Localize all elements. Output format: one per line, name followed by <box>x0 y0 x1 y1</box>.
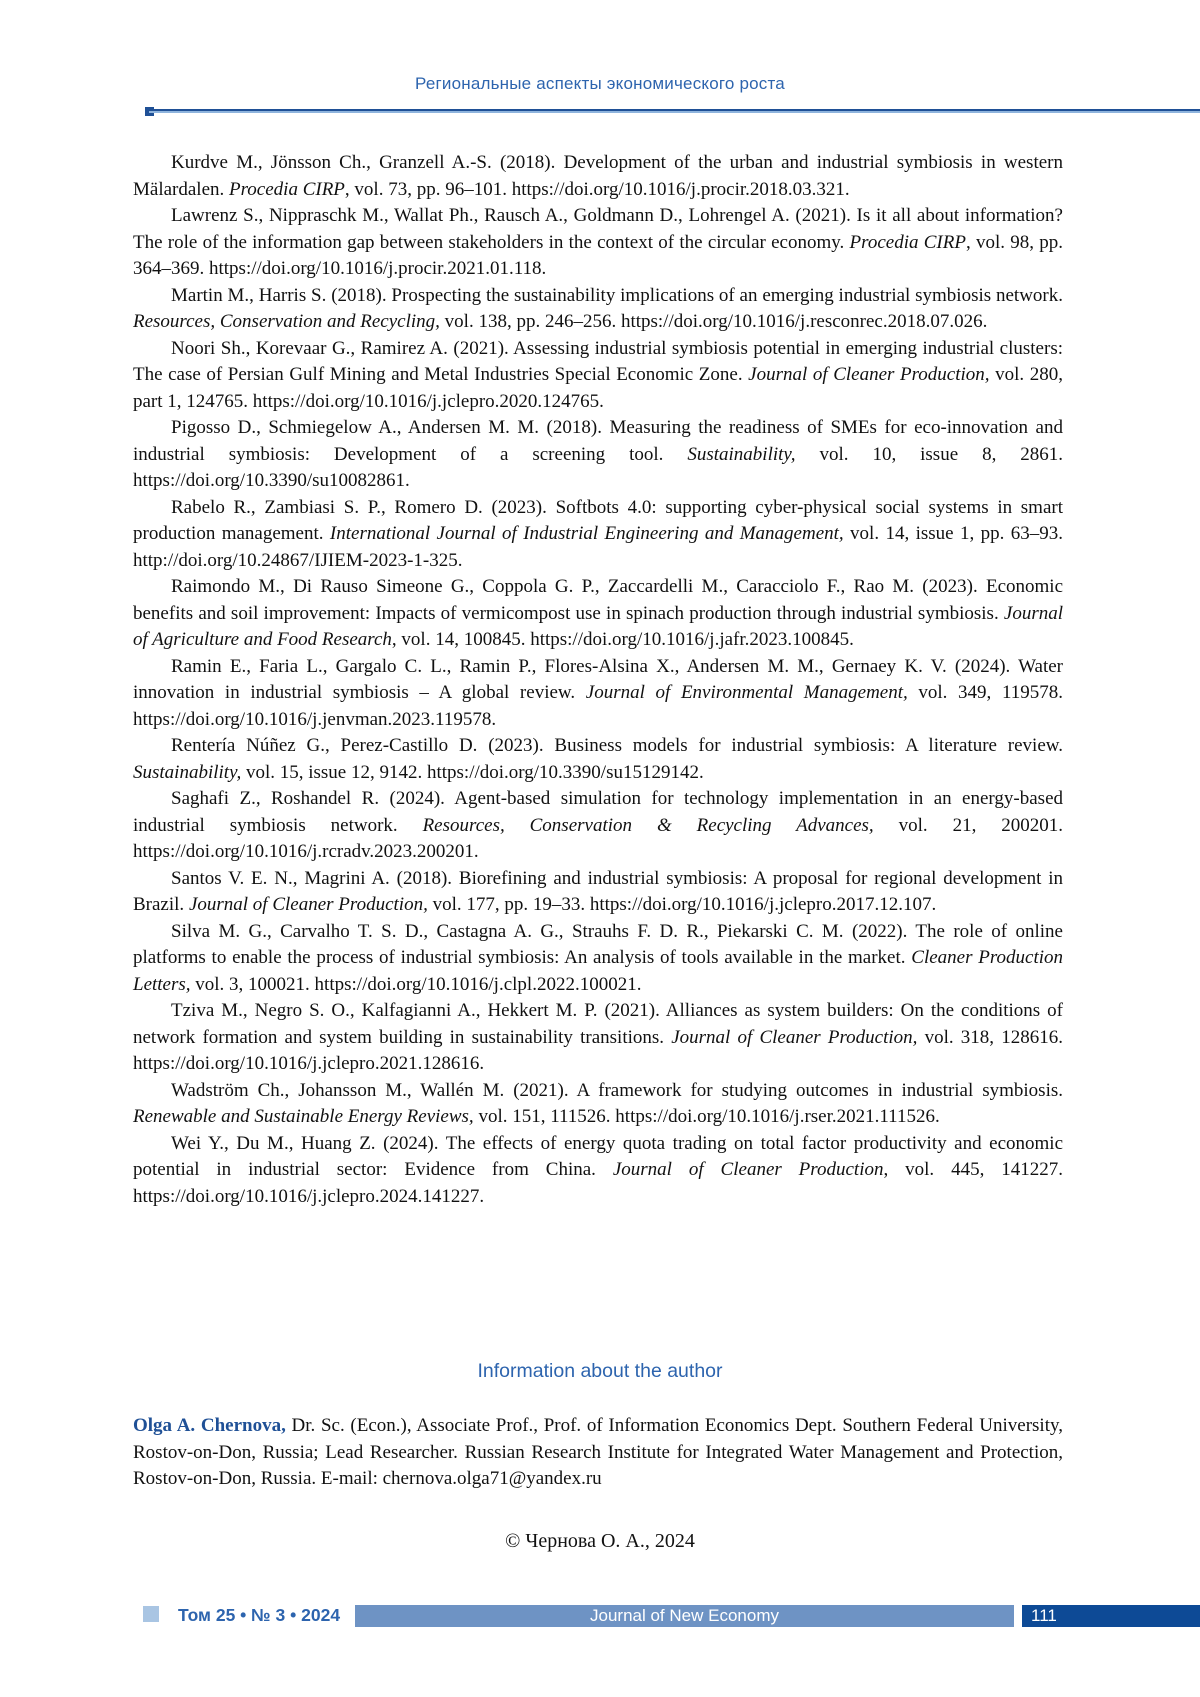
copyright-line: © Чернова О. А., 2024 <box>505 1530 695 1552</box>
reference-journal-title: Renewable and Sustainable Energy Reviews, <box>133 1106 474 1127</box>
reference-item <box>133 1078 1063 1131</box>
reference-text: Martin M., Harris S. (2018). Prospecting the sustainability implications of an emerging industrial symbiosis network. <box>171 284 1063 306</box>
reference-text: vol. 318, 128616. https://doi.org/10.1016/j.jclepro.2021.128616. <box>133 1026 1063 1074</box>
reference-text: Rentería Núñez G., Perez-Castillo D. (2023). Business models for industrial symbiosis: A literature review. <box>171 735 1063 756</box>
reference-journal-title: Journal of Cleaner Production, <box>748 364 990 385</box>
reference-text: Wadström Ch., Johansson M., Wallén M. (2021). A framework for studying outcomes in industrial symbiosis. <box>171 1079 1063 1101</box>
reference-item <box>133 998 1063 1078</box>
reference-text: Raimondo M., Di Rauso Simeone G., Coppola G. P., Zaccardelli M., Caracciolo F., Rao M. (2023). Economic benefits and soil improvement: Impacts of vermicompost use in spinach production through industrial symbiosis. <box>133 576 1063 624</box>
reference-item <box>133 150 1063 203</box>
references-list <box>133 150 1063 1210</box>
reference-text: vol. 21, 200201. https://doi.org/10.1016/j.rcradv.2023.200201. <box>133 814 1063 862</box>
reference-journal-title: Journal of Agriculture and Food Research <box>133 602 1063 650</box>
reference-text: Saghafi Z., Roshandel R. (2024). Agent-based simulation for technology implementation in an energy-based industrial symbiosis network. <box>133 788 1063 836</box>
reference-text: vol. 14, issue 1, pp. 63–93. http://doi.org/10.24867/IJIEM-2023-1-325. <box>133 523 1063 571</box>
reference-item <box>133 283 1063 336</box>
reference-journal-title: Journal of Cleaner Production <box>612 1159 884 1180</box>
info-about-author-heading: Information about the author <box>477 1360 723 1382</box>
reference-journal-title: Procedia CIRP <box>229 178 345 200</box>
reference-text: Noori Sh., Korevaar G., Ramirez A. (2021). Assessing industrial symbiosis potential in emerging industrial clusters: The case of Persian Gulf Mining and Metal Industries Special Economic Zone. <box>133 337 1063 385</box>
reference-journal-title: Cleaner Production Letters, <box>133 947 1063 995</box>
reference-text: Rabelo R., Zambiasi S. P., Romero D. (2023). Softbots 4.0: supporting cyber-physical social systems in smart production management. <box>133 496 1063 544</box>
reference-journal-title: Procedia CIRP <box>849 231 966 253</box>
running-head-title: Региональные аспекты экономического роста <box>415 74 785 93</box>
footer-square-decoration <box>143 1606 159 1622</box>
reference-item <box>133 495 1063 575</box>
reference-journal-title: Resources, Conservation and Recycling, <box>133 311 440 332</box>
header-rule-line <box>149 109 1200 113</box>
reference-text: vol. 151, 111526. https://doi.org/10.1016/j.rser.2021.111526. <box>473 1106 940 1127</box>
reference-text: Kurdve M., Jönsson Ch., Granzell A.-S. (2018). Development of the urban and industrial symbiosis in western Mälardalen. <box>133 152 1063 200</box>
reference-journal-title: Journal of Cleaner Production, <box>188 894 428 915</box>
author-name: Olga A. Chernova, <box>133 1415 286 1436</box>
author-info-paragraph <box>133 1413 1063 1493</box>
reference-text: Pigosso D., Schmiegelow A., Andersen M. M. (2018). Measuring the readiness of SMEs for eco-innovation and industrial symbiosis: Development of a screening tool. <box>133 417 1063 465</box>
reference-text: Wei Y., Du M., Huang Z. (2024). The effects of energy quota trading on total factor productivity and economic potential in industrial sector: Evidence from China. <box>133 1132 1063 1180</box>
reference-text: vol. 10, issue 8, 2861. https://doi.org/10.3390/su10082861. <box>133 443 1064 491</box>
header-rule <box>145 107 1200 117</box>
footer-page-number: 111 <box>1022 1605 1200 1627</box>
reference-text: Lawrenz S., Nippraschk M., Wallat Ph., Rausch A., Goldmann D., Lohrengel A. (2021). Is it all about information? The role of the information gap between stakeholders in the context of the circular economy. <box>133 205 1063 253</box>
page-footer <box>0 1605 1200 1627</box>
reference-journal-title: Sustainability, <box>687 443 796 465</box>
reference-item <box>133 574 1063 654</box>
reference-text: Silva M. G., Carvalho T. S. D., Castagna A. G., Strauhs F. D. R., Piekarski C. M. (2022). The role of online platforms to enable the process of industrial symbiosis: An analysis of tools available in the market. <box>133 920 1063 968</box>
reference-journal-title: International Journal of Industrial Engineering and Management, <box>329 523 844 544</box>
reference-text: , vol. 73, pp. 96–101. https://doi.org/10.1016/j.procir.2018.03.321. <box>344 178 850 200</box>
reference-journal-title: Journal of Cleaner Production, <box>671 1026 918 1048</box>
reference-text: Tziva M., Negro S. O., Kalfagianni A., Hekkert M. P. (2021). Alliances as system builders: On the conditions of network formation and system building in sustainability transitions. <box>133 1000 1063 1048</box>
reference-text: , vol. 98, pp. 364–369. https://doi.org/10.1016/j.procir.2021.01.118. <box>133 231 1064 279</box>
reference-text: Santos V. E. N., Magrini A. (2018). Biorefining and industrial symbiosis: A proposal for regional development in Brazil. <box>133 867 1063 915</box>
reference-text: vol. 177, pp. 19–33. https://doi.org/10.1016/j.jclepro.2017.12.107. <box>427 894 937 915</box>
reference-text: vol. 349, 119578. https://doi.org/10.1016/j.jenvman.2023.119578. <box>133 682 1063 730</box>
reference-text: Ramin E., Faria L., Gargalo C. L., Ramin P., Flores-Alsina X., Andersen M. M., Gernaey K. V. (2024). Water innovation in industrial symbiosis – A global review. <box>133 655 1063 703</box>
reference-item <box>133 1131 1063 1211</box>
reference-journal-title: Sustainability, <box>133 761 242 783</box>
reference-item <box>133 336 1063 416</box>
footer-volume-issue: Том 25 • № 3 • 2024 <box>178 1605 341 1625</box>
reference-item <box>133 786 1063 866</box>
author-details: Dr. Sc. (Econ.), Associate Prof., Prof. of Information Economics Dept. Southern Federal University, Rostov-on-Don, Russia; Lead Researcher. Russian Research Institute for Integrated Water Management and Protection, Rostov-on-Don, Russia. E-mail: chernova.olga71@yandex.ru <box>133 1415 1064 1489</box>
reference-text: vol. 15, issue 12, 9142. https://doi.org/10.3390/su15129142. <box>241 761 704 783</box>
reference-item <box>133 203 1063 283</box>
reference-text: vol. 280, part 1, 124765. https://doi.org/10.1016/j.jclepro.2020.124765. <box>133 364 1063 412</box>
reference-item <box>133 733 1063 786</box>
reference-text: vol. 3, 100021. https://doi.org/10.1016/j.clpl.2022.100021. <box>190 973 642 995</box>
reference-text: , vol. 14, 100845. https://doi.org/10.1016/j.jafr.2023.100845. <box>391 629 854 650</box>
footer-journal-name-bar: Journal of New Economy <box>355 1605 1014 1627</box>
reference-journal-title: Journal of Environmental Management, <box>585 682 908 703</box>
reference-text: , vol. 445, 141227. https://doi.org/10.1016/j.jclepro.2024.141227. <box>133 1159 1064 1207</box>
reference-item <box>133 866 1063 919</box>
reference-text: vol. 138, pp. 246–256. https://doi.org/10.1016/j.resconrec.2018.07.026. <box>439 311 988 332</box>
reference-item <box>133 654 1063 734</box>
reference-journal-title: Resources, Conservation & Recycling Advances, <box>422 814 874 836</box>
reference-item <box>133 415 1063 495</box>
reference-item <box>133 919 1063 999</box>
